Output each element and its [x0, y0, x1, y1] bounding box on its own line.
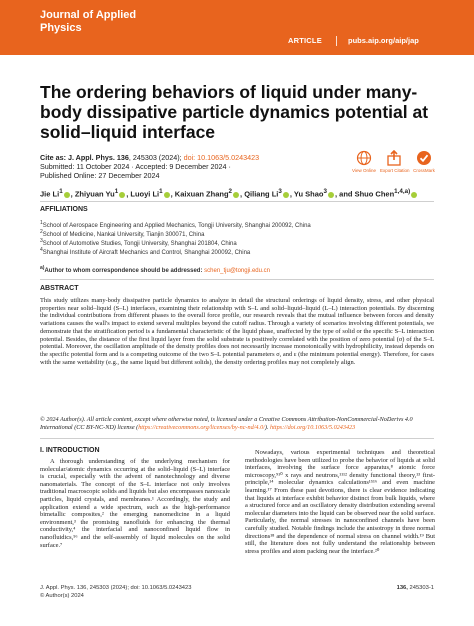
view-online-button[interactable]	[350, 150, 378, 173]
orcid-icon[interactable]	[283, 192, 289, 198]
orcid-icon[interactable]	[64, 192, 70, 198]
abstract-text: This study utilizes many-body dissipative particle dynamics to analyze in detail the structural orderings of liquid density, stress, and other physical properties near solid–liquid (S–L) interfaces, examining their relationship with S–L and solid–liquid–liquid (L–L) interaction potentials. By discerning the individual contributions from different phases to the overall force profile, our research reveals that the mutual influence between forces and density variations causes the wall's impact to extend several multiples beyond the cutoff radius. Through a variety of scenarios involving different potentials, we demonstrate that the stratification period is a fundamental characteristic of the liquid phase, unaffected by the type of solid or the specific S–L interaction potential. Besides, the distance of the first liquid layer from the solid substrate is positively correlated with the position of zero potential (σ) of the S–L potential. Moreover, the oscillation amplitude of the density profiles does not necessarily increase monotonically with hydrophilicity, instead depends on the specific potential form and is a competing outcome of the two S–L potential parameters σ, and ε (the minimum potential energy). Therefore, for cases with the same wettability (e.g., the same liquid but different solids), the density ordering profiles may not completely align.	[40, 297, 434, 366]
author-name[interactable]: Yu Shao	[293, 189, 324, 199]
article-type-tag: ARTICLE	[288, 36, 322, 45]
paper-title: The ordering behaviors of liquid under many-body dissipative particle dynamics potential at solid–liquid interface	[40, 82, 429, 142]
doi-url-link[interactable]: https://doi.org/10.1063/5.0243423	[270, 423, 356, 431]
author-name[interactable]: Zhiyuan Yu	[74, 189, 115, 199]
affiliation-item: $^2$School of Medicine, Nankai University, Tianjin 300071, China	[40, 229, 205, 238]
crossmark-button[interactable]	[410, 150, 438, 173]
doi-link[interactable]: doi: 10.1063/5.0243423	[183, 153, 260, 162]
cite-label: Cite as: J. Appl. Phys.	[40, 153, 115, 162]
orcid-icon[interactable]	[328, 192, 334, 198]
orcid-icon[interactable]	[233, 192, 239, 198]
license-link[interactable]: https://creativecommons.org/licenses/by-nc-nd/4.0/	[138, 423, 265, 431]
submitted-line: Submitted: 11 October 2024 · Accepted: 9 December 2024 ·	[40, 162, 231, 171]
orcid-icon[interactable]	[119, 192, 125, 198]
divider	[40, 279, 434, 280]
introduction-heading: I. INTRODUCTION	[40, 447, 100, 454]
author-affiliation-sup: 3	[323, 188, 327, 195]
divider	[40, 201, 434, 202]
affiliation-item: $^1$School of Aerospace Engineering and Applied Mechanics, Tongji University, Shanghai 200092, China	[40, 220, 311, 229]
export-citation-label: Export Citation	[380, 168, 410, 173]
author-affiliation-sup: 1,4,a)	[394, 188, 411, 195]
author-affiliation-sup: 2	[228, 188, 233, 195]
export-citation-button[interactable]	[380, 150, 408, 173]
corresponding-author-line: $^{a)}$Author to whom correspondence should be addressed: schen_tju@tongji.edu.cn	[40, 265, 270, 274]
author-affiliation-sup: 1	[159, 188, 163, 195]
footer-citation	[40, 585, 191, 600]
view-online-label: View Online	[352, 168, 376, 173]
author-affiliation-sup: 1	[59, 188, 63, 195]
affiliations-heading: AFFILIATIONS	[40, 206, 88, 213]
affiliation-item: $^3$School of Automotive Studies, Tongji University, Shanghai 201804, China	[40, 238, 237, 247]
orcid-icon[interactable]	[411, 192, 417, 198]
cite-article-number: 245303 (2024);	[132, 153, 182, 162]
page-number: 136, 245303-1	[396, 585, 434, 591]
journal-url-link[interactable]: pubs.aip.org/aip/jap	[348, 36, 419, 45]
published-line: Published Online: 27 December 2024	[40, 171, 160, 180]
license-statement: © 2024 Author(s). All article content, except where otherwise noted, is licensed under a Creative Commons Attribution-NonCommercial-NoDerivs 4.0 International (CC BY-NC-ND) license (https://creativecommons.org/licenses/by-nc-nd/4.0/). https://doi.org/10.1063/5.0243423	[40, 416, 413, 431]
crossmark-icon	[416, 150, 432, 166]
export-icon	[386, 150, 402, 166]
corresponding-email-link[interactable]: schen_tju@tongji.edu.cn	[204, 268, 270, 274]
footer-copyright: © Author(s) 2024	[40, 592, 84, 599]
author-name[interactable]: Shuo Chen	[354, 189, 395, 199]
author-name[interactable]: Kaixuan Zhang	[174, 189, 229, 199]
author-affiliation-sup: 1	[114, 188, 119, 195]
crossmark-label: CrossMark	[413, 168, 435, 173]
author-name[interactable]: Qiliang Li	[244, 189, 279, 199]
abstract-heading: ABSTRACT	[40, 285, 79, 292]
author-name[interactable]: Luoyi Li	[130, 189, 160, 199]
orcid-icon[interactable]	[164, 192, 170, 198]
journal-name[interactable]: Journal of Applied Physics	[40, 9, 137, 34]
intro-left-column: A thorough understanding of the underlying mechanism for molecular/atomic dynamics occurring at the solid–liquid (S–L) interface is crucial, especially with the advent of nanotechnology and diverse nanomaterials. The concept of the S–L interface not only involves traditional macroscopic solids and liquids but also encompasses nanoscale particles, liquid crystals, and membranes.¹ Accordingly, the study and application extend a wide spectrum, such as the high-performance bimetallic composites,² the emerging nanomedicine in a liquid environment,³ the promising nanofluids for enhancing the thermal conductivity,⁴ the interfacial and nanoconfined liquid flow in nanofluidics,⁵⁶ and the self-assembly of liquid molecules on the solid surface.⁷	[40, 458, 230, 549]
author-name[interactable]: Jie Li	[40, 189, 60, 199]
footer-citation-line: J. Appl. Phys. 136, 245303 (2024); doi: 10.1063/5.0243423	[40, 585, 192, 591]
author-list: Jie Li$^1$ , Zhiyuan Yu$^1$ , Luoyi Li$^1$ , Kaixuan Zhang$^2$ , Qiliang Li$^3$ , Yu Shao$^3$ , and Shuo Chen$^{1,4,a)}$	[40, 187, 440, 200]
globe-icon	[356, 150, 372, 166]
cite-as-line: Cite as: J. Appl. Phys. 136, 245303 (2024); doi: 10.1063/5.0243423	[40, 153, 260, 162]
affiliation-item: $^4$Shanghai Institute of Aircraft Mechanics and Control, Shanghai 200092, China	[40, 247, 251, 256]
author-affiliation-sup: 3	[278, 188, 282, 195]
banner-divider	[336, 36, 337, 46]
intro-right-column: Nowadays, various experimental techniques and theoretical methodologies have been utilized to probe the behavior of liquids at solid interfaces, involving the surface force apparatus,⁸ atomic force microscopy,⁹¹⁰ x rays and neutrons,¹¹¹² density functional theory,¹³ first-principle,¹⁴ molecular dynamics calculations¹⁵¹⁶ and even machine learning.¹⁷ From these past devotions, there is clear evidence indicating that liquids at interface exhibit behavior distinct from bulk liquids, where a structured force and an oscillatory density distribution extending several molecular diameters into the liquid can be observed near the solid surface. Particularly, the normal stresses in nanoconfined channels have been carefully studied. Notable findings include the anisotropy in three normal directions¹⁸ and the dependence of normal stress on channel width.¹⁹ But still, the literature does not fully understand the relationship between stress profiles and atom packing near the interface.²⁰	[245, 449, 435, 555]
divider	[40, 438, 434, 439]
cite-volume: 136	[116, 153, 129, 162]
